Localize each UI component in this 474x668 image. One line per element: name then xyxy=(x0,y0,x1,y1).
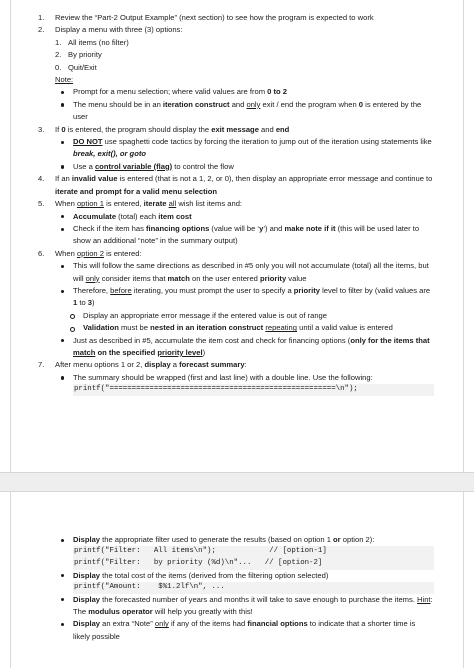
option-text: By priority xyxy=(68,50,102,60)
bullet-icon xyxy=(59,99,73,124)
list-item-2 xyxy=(38,24,434,123)
text-bold: 0 to 2 xyxy=(267,87,287,97)
text: : The xyxy=(73,594,433,616)
item-text xyxy=(55,248,434,260)
text: (total) each xyxy=(116,211,159,221)
text: and xyxy=(258,124,276,134)
text: must be xyxy=(118,323,151,333)
bullet-item xyxy=(59,285,434,310)
page-left-edge xyxy=(10,492,11,668)
text: will help you greatly with this! xyxy=(152,607,253,616)
text-underline: only xyxy=(85,273,100,283)
text: the total cost of the items (derived from the filtering option selected) xyxy=(100,570,329,580)
text: to xyxy=(77,298,88,308)
text-bold: display xyxy=(144,360,171,370)
text: After menu options 1 or 2, xyxy=(55,360,145,370)
bullet-icon xyxy=(59,260,73,285)
menu-option xyxy=(55,62,434,74)
text-bold: modulus operator xyxy=(88,607,153,616)
text: If an xyxy=(55,174,72,184)
bullet-item xyxy=(59,223,434,248)
text: The menu should be in an xyxy=(73,99,163,109)
list-item-6 xyxy=(38,248,434,360)
text: an extra “Note” xyxy=(100,619,155,629)
text: and xyxy=(229,99,247,109)
text: to indicate that a shorter time is likely possible xyxy=(73,619,416,641)
text: until a valid value is entered xyxy=(297,323,393,333)
text-bold: financing options xyxy=(146,223,210,233)
item-number: 5. xyxy=(38,199,45,209)
text-bold: Display xyxy=(73,535,101,544)
bullet-icon xyxy=(59,534,73,570)
item-number: 2. xyxy=(38,25,45,35)
text-bold: iterate xyxy=(143,199,167,209)
note-label: Note: xyxy=(55,75,74,85)
text-underline: Hint xyxy=(417,594,431,604)
item-text xyxy=(55,359,434,371)
text: if any of the items had xyxy=(168,619,248,629)
text: This will follow the same directions as described in #5 only you will not accumulate (total) all the items, but will xyxy=(73,261,429,283)
text-bold: Display xyxy=(73,594,101,604)
text-bold: invalid value xyxy=(71,174,118,184)
page-1-content xyxy=(38,12,434,396)
option-text: All items (no filter) xyxy=(68,37,129,47)
list-item-7 xyxy=(38,359,434,395)
text: iterating, you must prompt the user to specify a xyxy=(131,285,294,295)
page-break xyxy=(0,472,474,492)
text: ’) and xyxy=(263,223,285,233)
item-number: 6. xyxy=(38,248,45,258)
text: wish list items and: xyxy=(176,199,243,209)
bullet-item xyxy=(59,618,434,643)
list-item-1 xyxy=(38,12,434,24)
item-text: Review the “Part-2 Output Example” (next section) to see how the program is expected to work xyxy=(55,13,374,22)
text-bold: forecast summary xyxy=(179,360,245,370)
bullet-item xyxy=(59,570,434,594)
page-right-edge xyxy=(463,0,464,472)
bullet-item xyxy=(59,335,434,360)
text-underline: option 1 xyxy=(76,199,104,209)
text: (value will be ‘ xyxy=(209,223,260,233)
item-number: 1. xyxy=(38,13,45,22)
text-underline: only xyxy=(154,619,169,629)
item-text xyxy=(55,124,434,136)
menu-option xyxy=(55,37,434,49)
menu-options-list xyxy=(55,37,434,74)
text-bold: end xyxy=(275,124,290,134)
text-bold: iteration construct xyxy=(162,99,230,109)
text-underline: option 2 xyxy=(76,248,104,258)
code-snippet: printf("Filter: All items\n"); // [option-1] xyxy=(73,546,434,558)
text-bold: or xyxy=(333,535,341,544)
text: a xyxy=(170,360,180,370)
item-text xyxy=(55,173,434,198)
text: to control the flow xyxy=(172,161,234,171)
text-bold: 1 xyxy=(73,298,78,308)
text-underline: before xyxy=(110,285,132,295)
bullet-item xyxy=(59,534,434,570)
option-number: 2. xyxy=(55,50,62,60)
item-number: 7. xyxy=(38,360,45,370)
text: is entered, the program should display the xyxy=(65,124,212,134)
text: If xyxy=(55,124,62,134)
text: is entered, xyxy=(103,199,144,209)
text-bold: financial options xyxy=(247,619,308,629)
bullet-item xyxy=(59,136,434,161)
item-text: Display a menu with three (3) options: xyxy=(55,25,183,35)
menu-option xyxy=(55,49,434,61)
sub-bullet-item xyxy=(69,310,434,322)
document-page-2 xyxy=(0,492,474,668)
text-bold-underline: control variable (flag) xyxy=(94,161,173,171)
text: is entered: xyxy=(103,248,142,258)
text-bold: Display xyxy=(73,619,101,629)
text: Check if the item has xyxy=(73,223,147,233)
text: ) xyxy=(92,298,95,308)
text-underline: all xyxy=(168,199,177,209)
text: consider items that xyxy=(99,273,168,283)
text-bold: Accumulate xyxy=(73,211,117,221)
bullet-item xyxy=(59,260,434,285)
text-bold: match xyxy=(167,273,190,283)
bullet-icon xyxy=(59,372,73,396)
text: Just as described in #5, accumulate the item cost and check for financing options ( xyxy=(73,335,351,345)
bullet-item xyxy=(59,594,434,619)
bullet-icon xyxy=(59,618,73,643)
bullet-item xyxy=(59,86,434,98)
text: When xyxy=(55,248,77,258)
text: on the user entered xyxy=(189,273,261,283)
text: Display an appropriate error message if the entered value is out of range xyxy=(83,310,327,320)
text-bold: on the specified xyxy=(95,347,158,357)
option-text: Quit/Exit xyxy=(68,62,97,72)
bullet-icon xyxy=(59,211,73,223)
text-bold: exit message xyxy=(211,124,259,134)
bullet-item xyxy=(59,161,434,173)
list-item-3 xyxy=(38,124,434,174)
bullet-item xyxy=(59,99,434,124)
item-text xyxy=(55,198,434,210)
text-bold: y xyxy=(259,223,264,233)
note-bullets xyxy=(55,86,434,123)
text-underline: repeating xyxy=(265,323,297,333)
page-left-edge xyxy=(10,0,11,472)
text-bold-italic: break, exit(), or goto xyxy=(73,149,146,159)
text: the appropriate filter used to generate the results (based on option 1 xyxy=(100,535,334,544)
bullet-icon xyxy=(59,594,73,619)
text-bold: Validation xyxy=(83,323,119,333)
circle-bullet-icon xyxy=(69,310,83,322)
page-right-edge xyxy=(463,492,464,668)
bullet-item xyxy=(59,372,434,396)
text: is entered (that is not a 1, 2, or 0), then display an appropriate error message and continue to xyxy=(117,174,433,184)
text-bold: iterate and prompt for a valid menu selection xyxy=(55,186,218,196)
text: (this will be used later to show an additional “note” in the summary output) xyxy=(73,223,420,246)
list-item-4 xyxy=(38,173,434,198)
item-number: 3. xyxy=(38,124,45,134)
sub-bullet-item xyxy=(69,322,434,334)
text: the forecasted number of years and months it will take to save enough to purchase the items. xyxy=(100,594,418,604)
text-underline: only xyxy=(246,99,261,109)
bullet-icon xyxy=(59,161,73,173)
item-3-bullets xyxy=(55,136,434,173)
text-bold: 0 xyxy=(61,124,66,134)
text: is entered by the user xyxy=(73,99,422,122)
code-snippet: printf("===================================================\n"); xyxy=(73,384,434,396)
text-bold: item cost xyxy=(158,211,192,221)
text-bold: priority xyxy=(293,285,320,295)
bullet-icon xyxy=(59,136,73,161)
text: ) xyxy=(202,347,206,357)
bullet-icon xyxy=(59,570,73,594)
text-bold: only for the items that xyxy=(350,335,430,345)
text: level to filter by (valid values are xyxy=(319,285,431,295)
item-6-bullets xyxy=(55,260,434,359)
text-bold: 0 xyxy=(358,99,364,109)
item-6-sub-bullets xyxy=(59,310,434,335)
text: Prompt for a menu selection; where valid values are from xyxy=(73,87,268,97)
bullet-icon xyxy=(59,285,73,310)
page-2-bullets xyxy=(38,534,434,643)
text-bold-underline: match xyxy=(73,347,96,357)
text-bold-underline: DO NOT xyxy=(73,137,103,147)
page-2-content xyxy=(38,534,434,643)
option-number: 0. xyxy=(55,62,62,72)
text-bold-underline: priority level xyxy=(157,347,203,357)
item-number: 4. xyxy=(38,174,45,184)
text: value xyxy=(286,273,307,283)
code-snippet: printf("Filter: by priority (%d)\n"... // [option-2] xyxy=(73,558,434,570)
circle-bullet-icon xyxy=(69,322,83,334)
text-bold: Display xyxy=(73,570,101,580)
text: exit / end the program when xyxy=(260,99,359,109)
text: Use a xyxy=(73,161,95,171)
text-bold: 3 xyxy=(87,298,93,308)
text: use spaghetti code tactics by forcing the iteration to jump out of the iteration using statements like xyxy=(102,137,432,147)
bullet-item xyxy=(59,211,434,223)
bullet-icon xyxy=(59,335,73,360)
text: option 2): xyxy=(340,535,375,544)
text: The summary should be wrapped (first and last line) with a double line. Use the following: xyxy=(73,372,373,382)
text: When xyxy=(55,199,77,209)
bullet-icon xyxy=(59,223,73,248)
bullet-icon xyxy=(59,86,73,98)
list-item-5 xyxy=(38,198,434,248)
text-bold: nested in an iteration construct xyxy=(150,323,264,333)
option-number: 1. xyxy=(55,37,62,47)
code-snippet: printf("Amount: $%1.2lf\n", ... xyxy=(73,582,434,594)
text: Therefore, xyxy=(73,285,111,295)
item-5-bullets xyxy=(55,211,434,248)
text: : xyxy=(244,360,247,370)
item-7-bullets xyxy=(55,372,434,396)
text-bold: priority xyxy=(260,273,287,283)
text-bold: make note if it xyxy=(284,223,336,233)
